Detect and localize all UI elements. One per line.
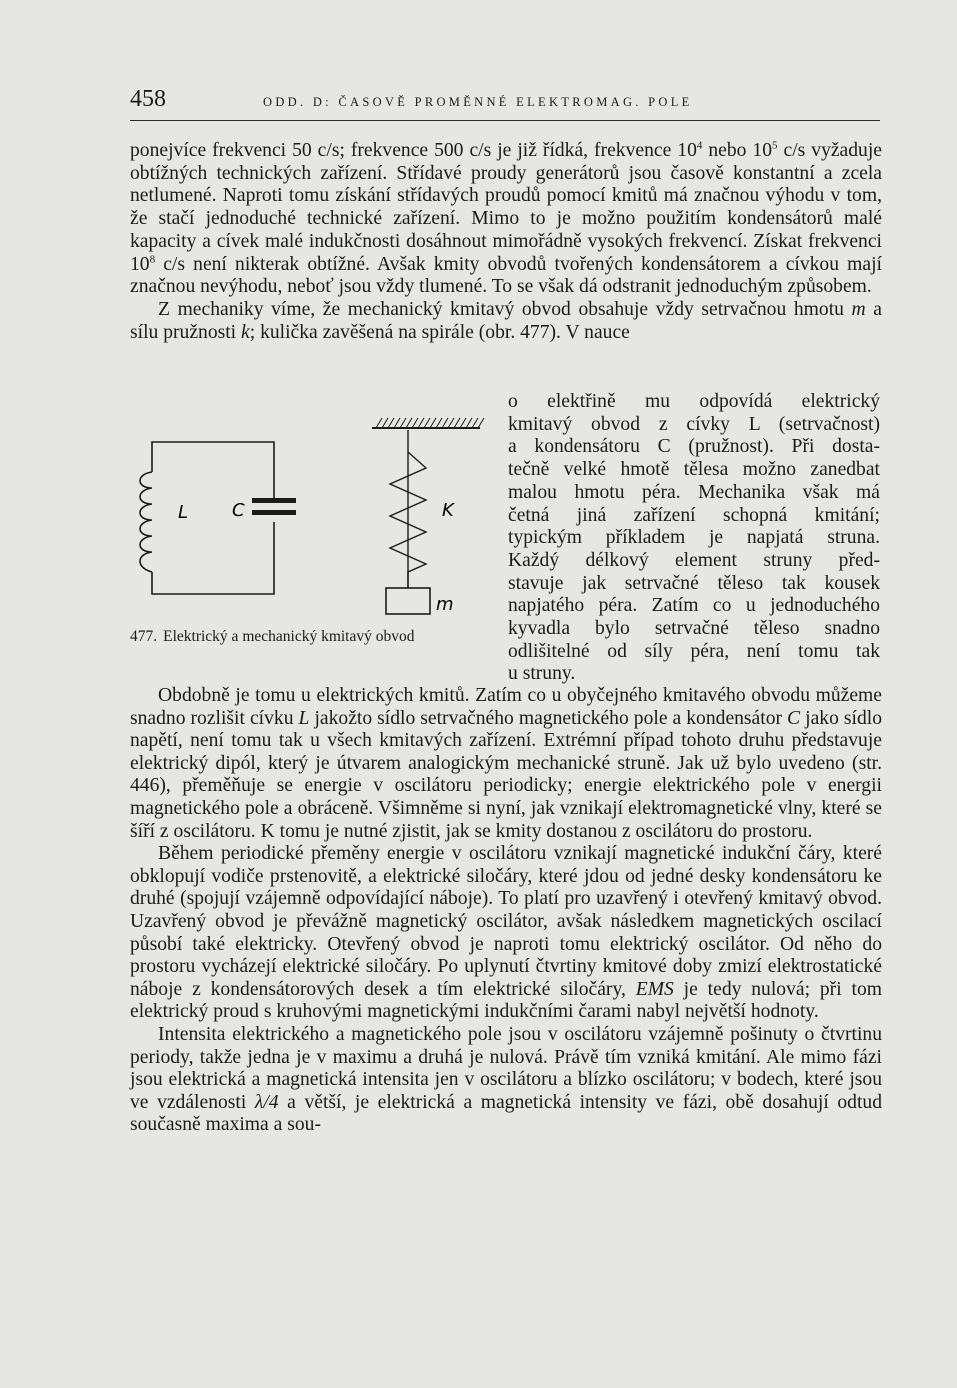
symbol-lambda: λ/4 bbox=[254, 1091, 279, 1113]
hatch-line bbox=[478, 418, 484, 428]
text-run: Obdobně je tomu u elektrických kmitů. Zatím co u obyčejného kmitavého obvodu můžeme snadno rozlišit cívku bbox=[130, 685, 882, 729]
text-run: a sílu pružnosti bbox=[130, 298, 882, 343]
circuit-wire bbox=[152, 442, 274, 502]
capacitor-plate bbox=[252, 510, 296, 515]
hatch-line bbox=[412, 418, 418, 428]
running-head: ODD. D: ČASOVĚ PROMĚNNÉ ELEKTROMAG. POLE bbox=[263, 95, 693, 109]
hatch-line bbox=[388, 418, 394, 428]
paragraph-2 bbox=[130, 299, 882, 344]
text-run: jako sídlo napětí, není tomu tak u všech kmitavých zařízení. Extrémní případ tohoto druhu představuje elektrický dipól, který je útvarem analogickým mechanické struně. Jak už bylo uvedeno (str. 446), přeměňuje se energie v oscilátoru periodicky; energie elektrického pole v energii magnetického pole a obráceně. Všimněme si nyní, jak vznikají elektromagnetické vlny, které se šíří z oscilátoru. K tomu je nutné zjistit, jak se kmity dostanou z oscilátoru do prostoru. bbox=[130, 707, 883, 842]
figure-text-line: odlišitelné od síly péra, není tomu tak bbox=[508, 640, 880, 662]
hatch-line bbox=[376, 418, 382, 428]
text-run: Intensita elektrického a magnetického pole jsou v oscilátoru vzájemně pošinuty o čtvrtinu periody, takže jedna je v maximu a druhá je nulová. Právě tím vzniká kmitání. Ale mimo fázi jsou elektrická a magnetická intensita jen v oscilátoru a blízko oscilátoru; v bodech, které jsou ve vzdálenosti bbox=[130, 1023, 882, 1113]
hatch-line bbox=[424, 418, 430, 428]
text-run: je tedy nulová; při tom elektrický proud s kruhovými magnetickými indukčními čarami nabyl největší hodnoty. bbox=[130, 978, 882, 1023]
hatch-line bbox=[466, 418, 472, 428]
figure-text-line: a kondensátoru C (pružnost). Při dosta- bbox=[508, 436, 880, 458]
text-run: a větší, je elektrická a magnetická intensity ve fázi, obě dosahují odtud současně maxima a sou- bbox=[130, 1091, 882, 1136]
caption-text: Elektrický a mechanický kmitavý obvod bbox=[163, 628, 415, 645]
symbol-m: m bbox=[851, 298, 866, 320]
mass-m bbox=[386, 588, 430, 614]
label-L: L bbox=[178, 502, 189, 523]
figure-text-line: stavuje jak setrvačné těleso tak kousek bbox=[508, 572, 880, 594]
paragraph-3 bbox=[130, 685, 882, 843]
symbol-k: k bbox=[241, 321, 250, 343]
symbol-C: C bbox=[787, 707, 801, 729]
figure-text-line: malou hmotu péra. Mechanika však má bbox=[508, 481, 880, 503]
text-run: nebo 10 bbox=[702, 140, 773, 161]
hatch-line bbox=[430, 418, 436, 428]
hatch-line bbox=[448, 418, 454, 428]
figure-text-line: Každý délkový element struny před- bbox=[508, 549, 880, 571]
hatch-line bbox=[400, 418, 406, 428]
figure-text-line: u struny. bbox=[508, 663, 576, 685]
hatch-line bbox=[394, 418, 400, 428]
text-run: c/s vyžaduje obtížných technických zařízení. Střídavé proudy generátorů jsou časově konstantní a zcela netlumené. Naproti tomu získání střídavých proudů pomocí kmitů má značnou výhodu v tom, že stačí jednoduché technické zařízení. Mimo to je možno použitím kondensátorů malé kapacity a cívek malé indukčnosti dosáhnout mimořádně vysokých frekvencí. Získat frekvenci 10 bbox=[130, 140, 882, 275]
figure-text-line: typickým příkladem je napjatá struna. bbox=[508, 527, 880, 549]
hatch-line bbox=[454, 418, 460, 428]
figure-text-line: četná jiná zařízení schopná kmitání; bbox=[508, 504, 880, 526]
figure-text-line: kmitavý obvod z cívky L (setrvačnost) bbox=[508, 413, 880, 435]
figure-text-line: o elektřině mu odpovídá elektrický bbox=[508, 391, 880, 412]
superscript: 5 bbox=[772, 139, 778, 152]
capacitor-plate bbox=[252, 498, 296, 503]
label-k: K bbox=[442, 500, 454, 521]
text-run: ponejvíce frekvenci 50 c/s; frekvence 500 c/s je již řídká, frekvence 10 bbox=[130, 140, 697, 161]
paragraph-4 bbox=[130, 843, 882, 1024]
hatch-line bbox=[472, 418, 478, 428]
text-run: c/s není nikterak obtížné. Avšak kmity obvodů tvořených kondensátorem a cívkou mají značnou nevýhodu, neboť jsou vždy tlumené. To se však dá odstranit jednoduchým způsobem. bbox=[130, 253, 882, 298]
figure-text-line: tečně velké hmotě tělesa možno zanedbat bbox=[508, 459, 880, 481]
caption-number: 477. bbox=[130, 628, 158, 645]
text-run: ; kulička zavěšená na spirále (obr. 477). V nauce bbox=[249, 321, 630, 343]
page-number: 458 bbox=[130, 86, 166, 112]
circuit-and-spring-diagram bbox=[130, 412, 500, 622]
text-run: Z mechaniky víme, že mechanický kmitavý obvod obsahuje vždy setrvačnou hmotu bbox=[158, 298, 852, 320]
coil-L bbox=[140, 472, 152, 572]
hatch-line bbox=[382, 418, 388, 428]
main-text bbox=[130, 140, 882, 344]
circuit-wire bbox=[152, 522, 274, 594]
hatch-line bbox=[442, 418, 448, 428]
ceiling-hatch bbox=[376, 418, 484, 428]
label-m: m bbox=[436, 594, 454, 615]
text-run: jakožto sídlo setrvačného magnetického pole a kondensátor bbox=[309, 707, 788, 729]
paragraph-5 bbox=[130, 1024, 882, 1137]
figure-477 bbox=[130, 412, 500, 660]
hatch-line bbox=[460, 418, 466, 428]
superscript: 8 bbox=[149, 252, 156, 265]
figure-side-text bbox=[508, 391, 880, 686]
hatch-line bbox=[418, 418, 424, 428]
lower-text bbox=[130, 685, 882, 1137]
hatch-line bbox=[406, 418, 412, 428]
paragraph-1 bbox=[130, 140, 882, 299]
figure-text-line: napjatého péra. Zatím co u jednoduchého bbox=[508, 595, 880, 617]
text-run: Během periodické přeměny energie v oscilátoru vznikají magnetické indukční čáry, které obklopují vodiče prstenovitě, a elektrické siločáry, které jdou od jedné desky kondensátoru ke druhé (spojují vzájemně odpovídající náboje). To platí pro uzavřený i otevřený kmitavý obvod. Uzavřený obvod je převážně magnetický oscilátor, avšak následkem magnetických oscilací působí také elektricky. Otevřený obvod je naproti tomu elektrický oscilátor. Od něho do prostoru vycházejí elektrické siločáry. Po uplynutí čtvrtiny kmitové doby zmizí elektrostatické náboje z kondensátorových desek a tím elektrické siločáry, bbox=[130, 843, 882, 1000]
label-C: C bbox=[232, 500, 245, 521]
symbol-L: L bbox=[298, 707, 310, 729]
superscript: 4 bbox=[696, 139, 703, 152]
hatch-line bbox=[436, 418, 442, 428]
symbol-EMS: EMS bbox=[635, 978, 674, 1000]
figure-caption bbox=[130, 628, 500, 646]
page-header bbox=[130, 86, 880, 121]
figure-text-line: kyvadla bylo setrvačné těleso snadno bbox=[508, 618, 880, 640]
